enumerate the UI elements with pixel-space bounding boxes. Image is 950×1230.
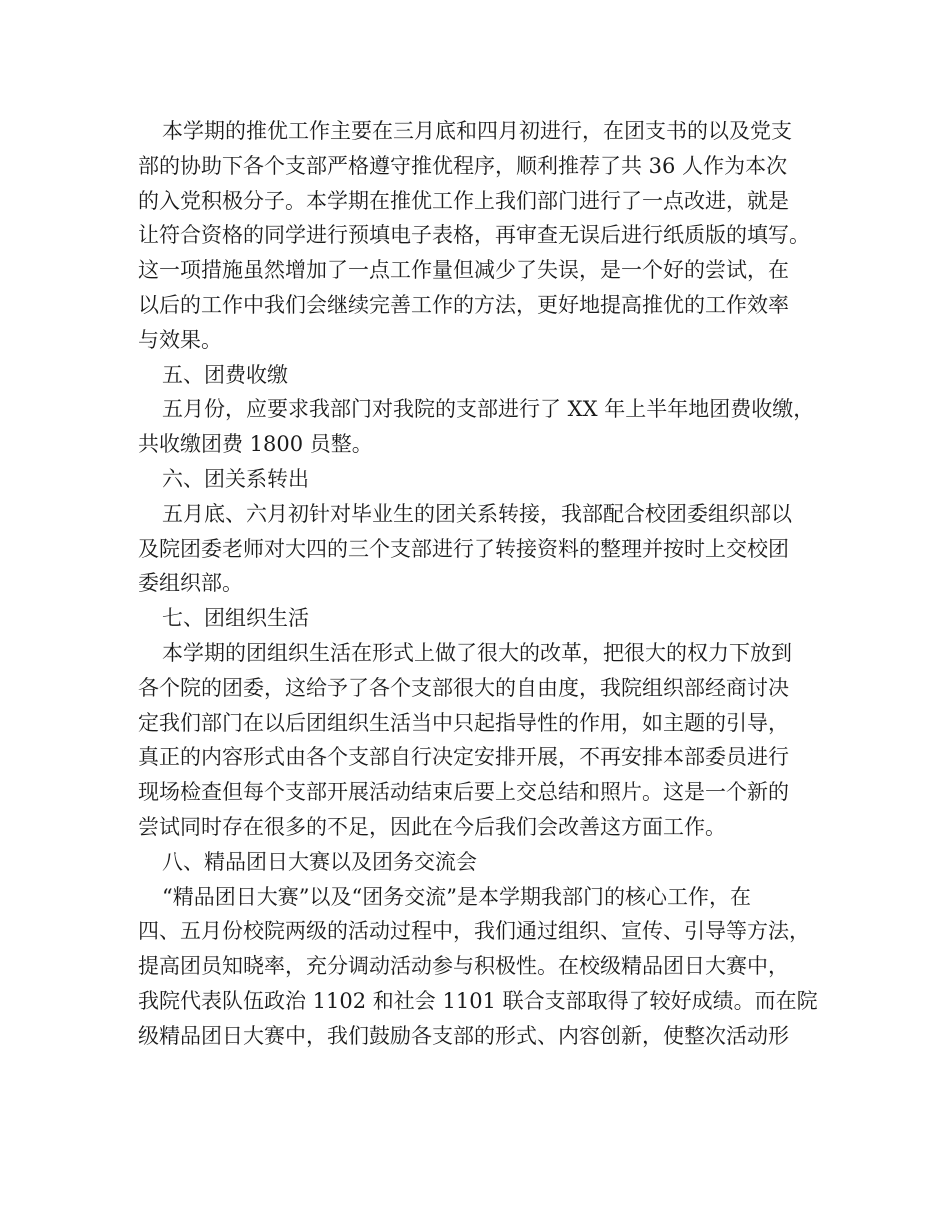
- section-heading: 六、团关系转出: [162, 466, 309, 491]
- text-line: 现场检查但每个支部开展活动结束后要上交总结和照片。这是一个新的: [138, 780, 789, 805]
- text-line: 让符合资格的同学进行预填电子表格，再审查无误后进行纸质版的填写。: [138, 223, 810, 248]
- text-line: 我院代表队伍政治 1102 和社会 1101 联合支部取得了较好成绩。而在院: [138, 988, 818, 1013]
- text-line: “精品团日大赛”以及“团务交流”是本学期我部门的核心工作，在: [162, 884, 751, 909]
- text-line: 五月份，应要求我部门对我院的支部进行了 XX 年上半年地团费收缴，: [162, 397, 815, 422]
- text-line: 委组织部。: [138, 571, 243, 596]
- text-line: 提高团员知晓率，充分调动活动参与积极性。在校级精品团日大赛中，: [138, 954, 789, 979]
- text-line: 级精品团日大赛中，我们鼓励各支部的形式、内容创新，使整次活动形: [138, 1023, 789, 1048]
- text-line: 定我们部门在以后团组织生活当中只起指导性的作用，如主题的引导，: [138, 710, 789, 735]
- text-line: 尝试同时存在很多的不足，因此在今后我们会改善这方面工作。: [138, 814, 726, 839]
- text-line: 共收缴团费 1800 员整。: [138, 432, 373, 457]
- document-body: [138, 114, 828, 1054]
- text-line: 的入党积极分子。本学期在推优工作上我们部门进行了一点改进，就是: [138, 188, 789, 213]
- text-line: 这一项措施虽然增加了一点工作量但减少了失误，是一个好的尝试，在: [138, 258, 789, 283]
- text-line: 本学期的团组织生活在形式上做了很大的改革，把很大的权力下放到: [162, 640, 792, 665]
- text-line: 四、五月份校院两级的活动过程中，我们通过组织、宣传、引导等方法，: [138, 919, 810, 944]
- text-line: 部的协助下各个支部严格遵守推优程序，顺利推荐了共 36 人作为本次: [138, 153, 788, 178]
- section-heading: 五、团费收缴: [162, 362, 288, 387]
- text-line: 本学期的推优工作主要在三月底和四月初进行，在团支书的以及党支: [162, 119, 792, 143]
- text-line: 五月底、六月初针对毕业生的团关系转接，我部配合校团委组织部以: [162, 501, 792, 526]
- text-line: 及院团委老师对大四的三个支部进行了转接资料的整理并按时上交校团: [138, 536, 789, 561]
- section-heading: 八、精品团日大赛以及团务交流会: [162, 849, 477, 874]
- text-line: 真正的内容形式由各个支部自行决定安排开展，不再安排本部委员进行: [138, 745, 789, 770]
- text-line: 与效果。: [138, 327, 222, 352]
- text-line: 以后的工作中我们会继续完善工作的方法，更好地提高推优的工作效率: [138, 292, 789, 317]
- text-line: 各个院的团委，这给予了各个支部很大的自由度，我院组织部经商讨决: [138, 675, 789, 700]
- section-heading: 七、团组织生活: [162, 606, 309, 631]
